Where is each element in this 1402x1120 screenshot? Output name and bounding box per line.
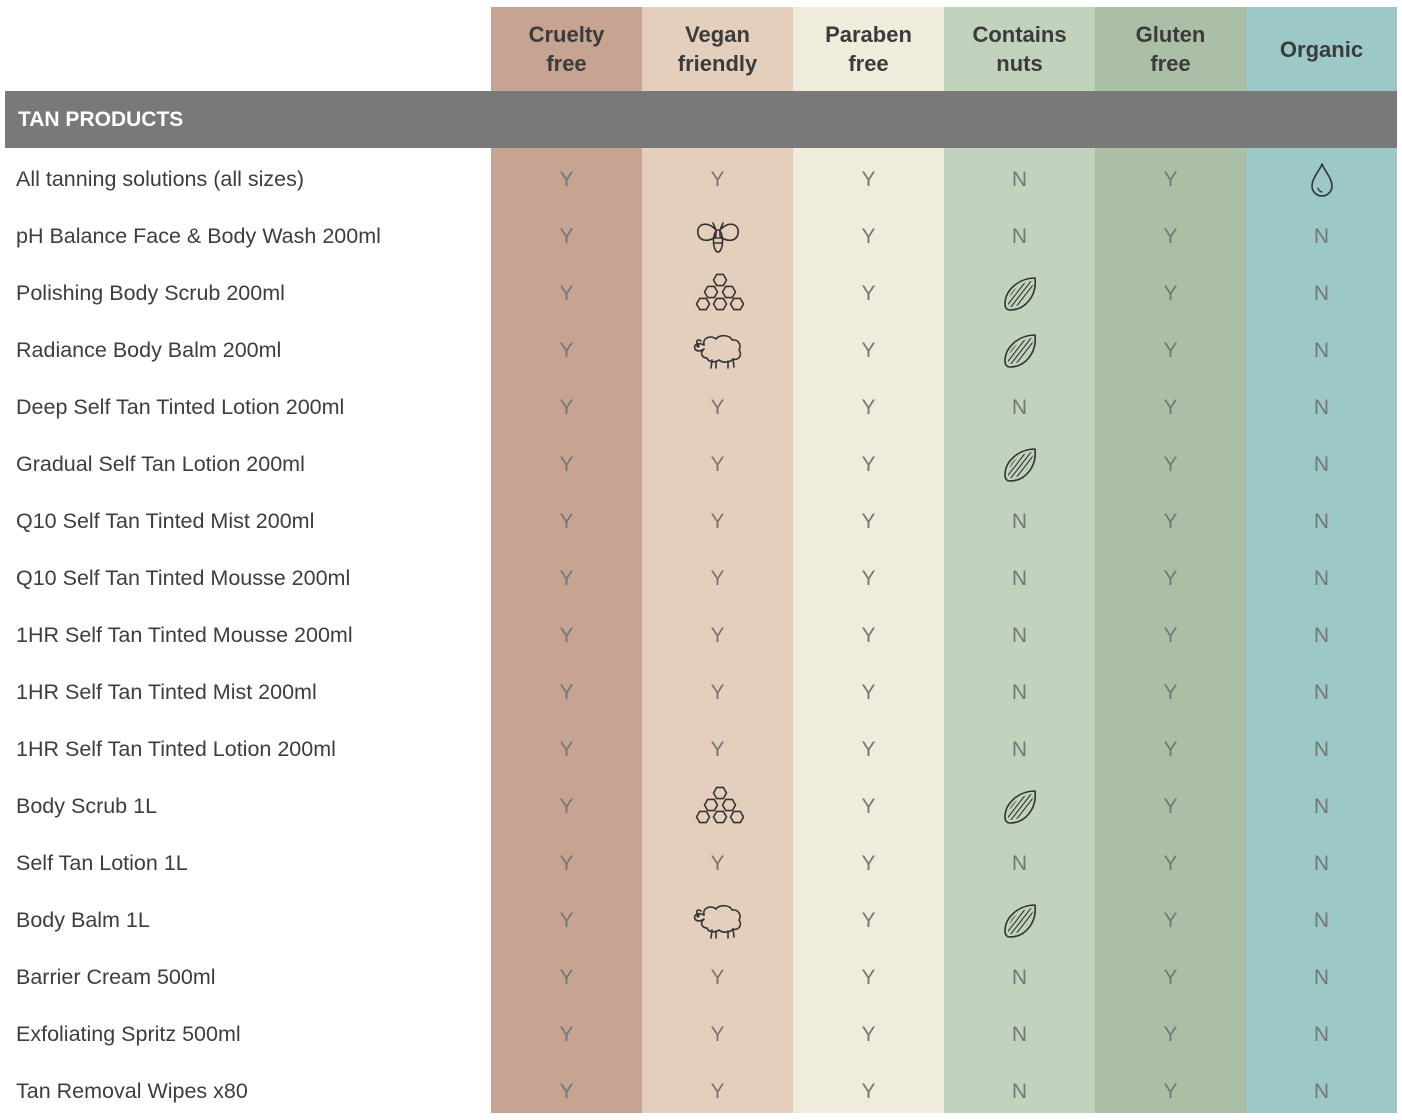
cell-contains-nuts: N (1011, 1079, 1028, 1103)
product-name: 1HR Self Tan Tinted Mousse 200ml (16, 623, 353, 647)
cell-gluten-free: Y (1163, 794, 1178, 818)
cell-contains-nuts: N (1011, 623, 1028, 647)
table-row (0, 949, 1402, 1006)
cell-cruelty-free: Y (559, 566, 574, 590)
cell-organic: N (1313, 680, 1330, 704)
cell-organic: N (1313, 395, 1330, 419)
table-row (0, 1006, 1402, 1063)
cell-vegan-friendly: Y (710, 737, 725, 761)
cell-cruelty-free: Y (559, 623, 574, 647)
cell-cruelty-free: Y (559, 965, 574, 989)
cell-gluten-free: Y (1163, 395, 1178, 419)
cell-vegan-friendly: Y (710, 566, 725, 590)
honeycomb-icon (642, 778, 793, 835)
cell-contains-nuts: N (1011, 566, 1028, 590)
bee-icon (642, 208, 793, 265)
cell-organic: N (1313, 452, 1330, 476)
cell-organic: N (1313, 851, 1330, 875)
cell-vegan-friendly: Y (710, 623, 725, 647)
cell-paraben-free: Y (861, 737, 876, 761)
table-row (0, 721, 1402, 778)
sheep-icon (642, 892, 793, 949)
product-name: 1HR Self Tan Tinted Lotion 200ml (16, 737, 336, 761)
cell-cruelty-free: Y (559, 794, 574, 818)
product-name: Self Tan Lotion 1L (16, 851, 188, 875)
almond-icon (944, 892, 1095, 949)
cell-cruelty-free: Y (559, 509, 574, 533)
cell-organic: N (1313, 794, 1330, 818)
product-name: Radiance Body Balm 200ml (16, 338, 282, 362)
cell-contains-nuts: N (1011, 851, 1028, 875)
cell-paraben-free: Y (861, 395, 876, 419)
cell-vegan-friendly: Y (710, 167, 725, 191)
cell-cruelty-free: Y (559, 452, 574, 476)
cell-organic: N (1313, 965, 1330, 989)
cell-paraben-free: Y (861, 908, 876, 932)
header-label-line1: Contains (972, 22, 1067, 47)
cell-contains-nuts: N (1011, 680, 1028, 704)
cell-organic: N (1313, 224, 1330, 248)
cell-gluten-free: Y (1163, 1022, 1178, 1046)
cell-paraben-free: Y (861, 224, 876, 248)
cell-vegan-friendly: Y (710, 1022, 725, 1046)
cell-contains-nuts: N (1011, 167, 1028, 191)
cell-organic: N (1313, 281, 1330, 305)
product-name: Barrier Cream 500ml (16, 965, 216, 989)
cell-cruelty-free: Y (559, 224, 574, 248)
header-gluten-free (1095, 7, 1246, 91)
cell-gluten-free: Y (1163, 281, 1178, 305)
cell-contains-nuts: N (1011, 509, 1028, 533)
water-drop-icon (1246, 151, 1397, 208)
cell-paraben-free: Y (861, 338, 876, 362)
table-row (0, 436, 1402, 493)
cell-cruelty-free: Y (559, 338, 574, 362)
table-row (0, 322, 1402, 379)
cell-vegan-friendly: Y (710, 851, 725, 875)
product-name: Body Scrub 1L (16, 794, 158, 818)
cell-gluten-free: Y (1163, 566, 1178, 590)
section-title: TAN PRODUCTS (18, 107, 184, 131)
header-cruelty-free (491, 7, 642, 91)
cell-gluten-free: Y (1163, 680, 1178, 704)
product-name: Tan Removal Wipes x80 (16, 1079, 248, 1103)
almond-icon (944, 778, 1095, 835)
almond-icon (944, 436, 1095, 493)
table-row (0, 151, 1402, 208)
cell-gluten-free: Y (1163, 452, 1178, 476)
cell-paraben-free: Y (861, 680, 876, 704)
cell-vegan-friendly: Y (710, 395, 725, 419)
cell-paraben-free: Y (861, 851, 876, 875)
table-row (0, 778, 1402, 835)
cell-gluten-free: Y (1163, 851, 1178, 875)
product-name: Polishing Body Scrub 200ml (16, 281, 285, 305)
product-name: All tanning solutions (all sizes) (16, 167, 304, 191)
cell-paraben-free: Y (861, 1079, 876, 1103)
cell-vegan-friendly: Y (710, 1079, 725, 1103)
cell-vegan-friendly: Y (710, 965, 725, 989)
cell-contains-nuts: N (1011, 224, 1028, 248)
cell-organic: N (1313, 737, 1330, 761)
sheep-icon (642, 322, 793, 379)
cell-paraben-free: Y (861, 965, 876, 989)
cell-cruelty-free: Y (559, 908, 574, 932)
table-row (0, 379, 1402, 436)
cell-vegan-friendly: Y (710, 509, 725, 533)
almond-icon (944, 265, 1095, 322)
cell-gluten-free: Y (1163, 1079, 1178, 1103)
honeycomb-icon (642, 265, 793, 322)
cell-gluten-free: Y (1163, 509, 1178, 533)
almond-icon (944, 322, 1095, 379)
header-paraben-free (793, 7, 944, 91)
cell-organic: N (1313, 623, 1330, 647)
cell-contains-nuts: N (1011, 737, 1028, 761)
cell-paraben-free: Y (861, 566, 876, 590)
cell-cruelty-free: Y (559, 281, 574, 305)
cell-paraben-free: Y (861, 452, 876, 476)
table-row (0, 208, 1402, 265)
cell-paraben-free: Y (861, 281, 876, 305)
cell-cruelty-free: Y (559, 680, 574, 704)
header-contains-nuts (944, 7, 1095, 91)
cell-cruelty-free: Y (559, 167, 574, 191)
cell-organic: N (1313, 908, 1330, 932)
table-row (0, 265, 1402, 322)
product-name: Deep Self Tan Tinted Lotion 200ml (16, 395, 345, 419)
header-vegan-friendly (642, 7, 793, 91)
header-label-line1: Paraben (825, 22, 912, 47)
cell-cruelty-free: Y (559, 1079, 574, 1103)
cell-vegan-friendly: Y (710, 452, 725, 476)
cell-paraben-free: Y (861, 623, 876, 647)
cell-organic: N (1313, 1079, 1330, 1103)
cell-gluten-free: Y (1163, 224, 1178, 248)
table-row (0, 550, 1402, 607)
table-row (0, 892, 1402, 949)
cell-paraben-free: Y (861, 167, 876, 191)
table-row (0, 835, 1402, 892)
header-label-line1: Vegan (685, 22, 750, 47)
cell-gluten-free: Y (1163, 167, 1178, 191)
cell-cruelty-free: Y (559, 851, 574, 875)
cell-paraben-free: Y (861, 1022, 876, 1046)
header-label-line2: free (1150, 51, 1191, 76)
table-row (0, 664, 1402, 721)
cell-organic: N (1313, 509, 1330, 533)
product-name: Gradual Self Tan Lotion 200ml (16, 452, 305, 476)
cell-gluten-free: Y (1163, 965, 1178, 989)
product-name: Body Balm 1L (16, 908, 150, 932)
cell-gluten-free: Y (1163, 908, 1178, 932)
section-header (5, 91, 1397, 148)
cell-paraben-free: Y (861, 794, 876, 818)
cell-cruelty-free: Y (559, 395, 574, 419)
product-name: 1HR Self Tan Tinted Mist 200ml (16, 680, 317, 704)
product-name: Q10 Self Tan Tinted Mist 200ml (16, 509, 315, 533)
header-organic (1246, 7, 1397, 91)
cell-contains-nuts: N (1011, 965, 1028, 989)
product-name: Q10 Self Tan Tinted Mousse 200ml (16, 566, 351, 590)
header-label-line2: free (848, 51, 889, 76)
cell-cruelty-free: Y (559, 737, 574, 761)
header-label-line2: nuts (996, 51, 1043, 76)
cell-organic: N (1313, 338, 1330, 362)
header-label-line1: Cruelty (528, 22, 605, 47)
product-name: Exfoliating Spritz 500ml (16, 1022, 241, 1046)
cell-cruelty-free: Y (559, 1022, 574, 1046)
table-row (0, 1063, 1402, 1120)
table-row (0, 493, 1402, 550)
header-label-line1: Gluten (1135, 22, 1206, 47)
cell-vegan-friendly: Y (710, 680, 725, 704)
cell-organic: N (1313, 566, 1330, 590)
cell-paraben-free: Y (861, 509, 876, 533)
header-label-line2: free (546, 51, 587, 76)
table-row (0, 607, 1402, 664)
product-name: pH Balance Face & Body Wash 200ml (16, 224, 381, 248)
cell-organic: N (1313, 1022, 1330, 1046)
cell-gluten-free: Y (1163, 338, 1178, 362)
header-label-line1: Organic (1279, 36, 1364, 62)
cell-gluten-free: Y (1163, 737, 1178, 761)
cell-contains-nuts: N (1011, 1022, 1028, 1046)
header-label-line2: friendly (677, 51, 758, 76)
cell-gluten-free: Y (1163, 623, 1178, 647)
cell-contains-nuts: N (1011, 395, 1028, 419)
